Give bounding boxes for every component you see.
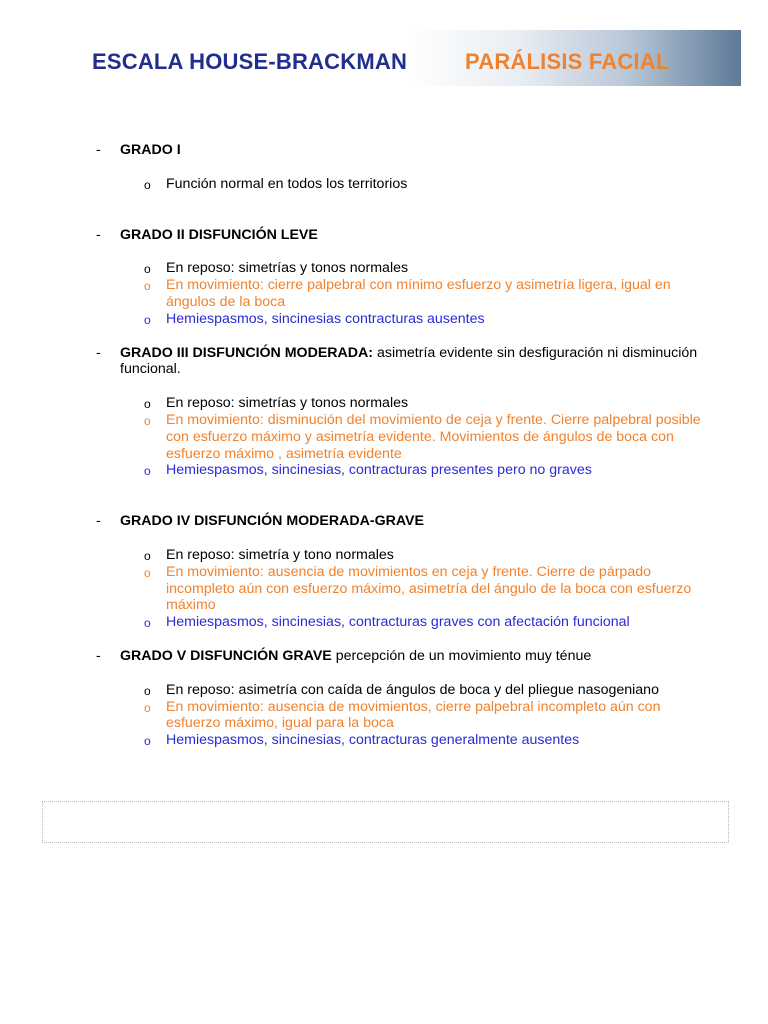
dash-bullet: - xyxy=(96,647,101,664)
circle-bullet: o xyxy=(144,683,151,698)
item-text: Hemiespasmos, sincinesias, contracturas generalmente ausentes xyxy=(166,732,580,749)
list-item xyxy=(96,412,706,462)
footer-placeholder-box xyxy=(42,801,729,843)
grade-heading xyxy=(96,227,706,244)
grade-heading xyxy=(96,648,706,665)
item-text: En movimiento: disminución del movimiento de ceja y frente. Cierre palpebral posible con esfuerzo máximo y asimetría evidente. Movimientos de ángulos de boca con esfuerzo máximo , asimetría evidente xyxy=(166,411,701,462)
header-banner xyxy=(44,30,741,86)
circle-bullet: o xyxy=(144,279,151,294)
grade-description: asimetría evidente sin desfiguración ni disminución funcional. xyxy=(120,344,698,378)
circle-bullet: o xyxy=(144,177,151,192)
item-text: Función normal en todos los territorios xyxy=(166,175,408,192)
grade-items xyxy=(96,176,706,193)
grade-heading xyxy=(96,345,706,379)
dash-bullet: - xyxy=(96,226,101,243)
document-subtitle: PARÁLISIS FACIAL xyxy=(465,49,670,74)
grade-items xyxy=(96,682,706,749)
grade-items xyxy=(96,547,706,631)
grade-heading xyxy=(96,513,706,530)
grade-section xyxy=(96,648,706,749)
grade-items xyxy=(96,395,706,479)
dash-bullet: - xyxy=(96,142,101,158)
grade-section xyxy=(96,513,706,631)
item-text: Hemiespasmos, sincinesias, contracturas presentes pero no graves xyxy=(166,462,592,479)
dash-bullet: - xyxy=(96,513,101,530)
item-text: En movimiento: ausencia de movimientos, cierre palpebral incompleto aún con esfuerzo máximo, igual para la boca xyxy=(166,698,661,732)
list-item xyxy=(96,395,706,412)
item-text: En movimiento: cierre palpebral con mínimo esfuerzo y asimetría ligera, igual en ángulos de la boca xyxy=(166,277,671,310)
circle-bullet: o xyxy=(144,548,151,563)
grade-title: GRADO V DISFUNCIÓN GRAVE xyxy=(120,647,332,664)
circle-bullet: o xyxy=(144,262,151,277)
dash-bullet: - xyxy=(96,344,101,361)
grade-section xyxy=(96,142,706,193)
list-item xyxy=(96,614,706,631)
grade-title: GRADO III DISFUNCIÓN MODERADA: xyxy=(120,344,374,361)
grade-section xyxy=(96,345,706,480)
item-text: En reposo: simetrías y tonos normales xyxy=(166,395,409,412)
list-item xyxy=(96,311,706,328)
item-text: Hemiespasmos, sincinesias, contracturas graves con afectación funcional xyxy=(166,614,630,631)
list-item xyxy=(96,732,706,749)
grade-heading xyxy=(96,142,706,159)
list-item xyxy=(96,564,706,614)
grade-items xyxy=(96,260,706,327)
circle-bullet: o xyxy=(144,312,151,327)
list-item xyxy=(96,462,706,479)
circle-bullet: o xyxy=(144,464,151,479)
circle-bullet: o xyxy=(144,734,151,749)
circle-bullet: o xyxy=(144,700,151,715)
grade-title: GRADO IV DISFUNCIÓN MODERADA-GRAVE xyxy=(120,513,424,530)
list-item xyxy=(96,277,706,311)
list-item xyxy=(96,547,706,564)
list-item xyxy=(96,682,706,699)
grade-title: GRADO II DISFUNCIÓN LEVE xyxy=(120,226,318,243)
circle-bullet: o xyxy=(144,616,151,631)
grade-title: GRADO I xyxy=(120,142,181,158)
item-text: En reposo: simetrías y tonos normales xyxy=(166,260,409,277)
circle-bullet: o xyxy=(144,565,151,580)
list-item xyxy=(96,176,706,193)
item-text: En movimiento: ausencia de movimientos en ceja y frente. Cierre de párpado incompleto aún con esfuerzo máximo, asimetría del ángulo de la boca con esfuerzo máximo xyxy=(166,563,692,614)
item-text: En reposo: simetría y tono normales xyxy=(166,546,394,563)
document-title: ESCALA HOUSE-BRACKMAN xyxy=(92,49,408,74)
grade-description: percepción de un movimiento muy ténue xyxy=(331,647,592,664)
grade-section xyxy=(96,227,706,328)
item-text: En reposo: asimetría con caída de ángulos de boca y del pliegue nasogeniano xyxy=(166,681,659,698)
item-text: Hemiespasmos, sincinesias contracturas ausentes xyxy=(166,310,485,327)
list-item xyxy=(96,260,706,277)
circle-bullet: o xyxy=(144,397,151,412)
grades-list xyxy=(96,142,706,749)
list-item xyxy=(96,699,706,733)
circle-bullet: o xyxy=(144,413,151,428)
